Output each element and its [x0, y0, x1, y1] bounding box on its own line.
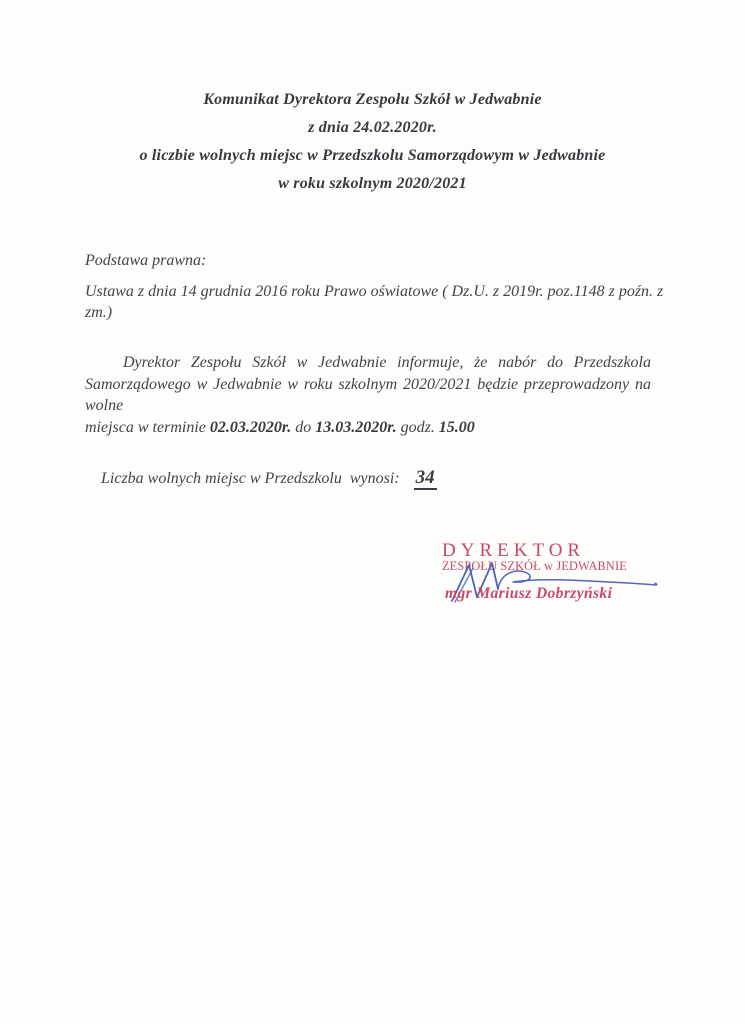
title-line-4: w roku szkolnym 2020/2021: [278, 175, 467, 192]
enrollment-end-time: 15.00: [438, 418, 475, 436]
vacancy-count-line: [85, 449, 437, 507]
vacancy-count-value: 34: [415, 467, 435, 488]
paragraph-line-1: Dyrektor Zespołu Szkół w Jedwabnie informuje, że nabór do Przedszkola: [123, 354, 651, 371]
enrollment-end-date: 13.03.2020r.: [315, 418, 397, 436]
paragraph-line-2: Samorządowego w Jedwabnie w roku szkolnym 2020/2021 będzie przeprowadzony na wolne: [85, 375, 651, 414]
title-line-2: z dnia 24.02.2020r.: [308, 119, 437, 136]
title-line-3: o liczbie wolnych miejsc w Przedszkolu Samorządowym w Jedwabnie: [139, 147, 606, 164]
paragraph-line-3: [85, 417, 651, 439]
main-paragraph: [85, 352, 651, 438]
stamp-title: DYREKTOR: [442, 540, 586, 561]
paragraph-line3-prefix: miejsca w terminie: [85, 418, 210, 436]
document-title-block: [0, 86, 745, 198]
paragraph-line3-mid1: do: [291, 418, 316, 436]
legal-basis-line-1: Ustawa z dnia 14 grudnia 2016 roku Prawo oświatowe ( Dz.U. z 2019r. poz.1148 z poźn. z: [85, 283, 664, 300]
enrollment-start-date: 02.03.2020r.: [209, 418, 292, 436]
legal-basis-line-2: zm.): [85, 304, 113, 321]
paragraph-line3-mid2: godz.: [396, 418, 439, 436]
director-stamp-block: [440, 540, 670, 610]
legal-basis-text: [85, 281, 675, 323]
title-line-1: Komunikat Dyrektora Zespołu Szkół w Jedwabnie: [203, 91, 542, 108]
vacancy-count-label: Liczba wolnych miejsc w Przedszkolu wynosi:: [101, 470, 400, 487]
stamp-signer-name: mgr Mariusz Dobrzyński: [445, 585, 613, 602]
legal-basis-label: Podstawa prawna:: [85, 252, 207, 269]
stamp-subtitle: ZESPOŁU SZKÓŁ w JEDWABNIE: [442, 559, 627, 573]
